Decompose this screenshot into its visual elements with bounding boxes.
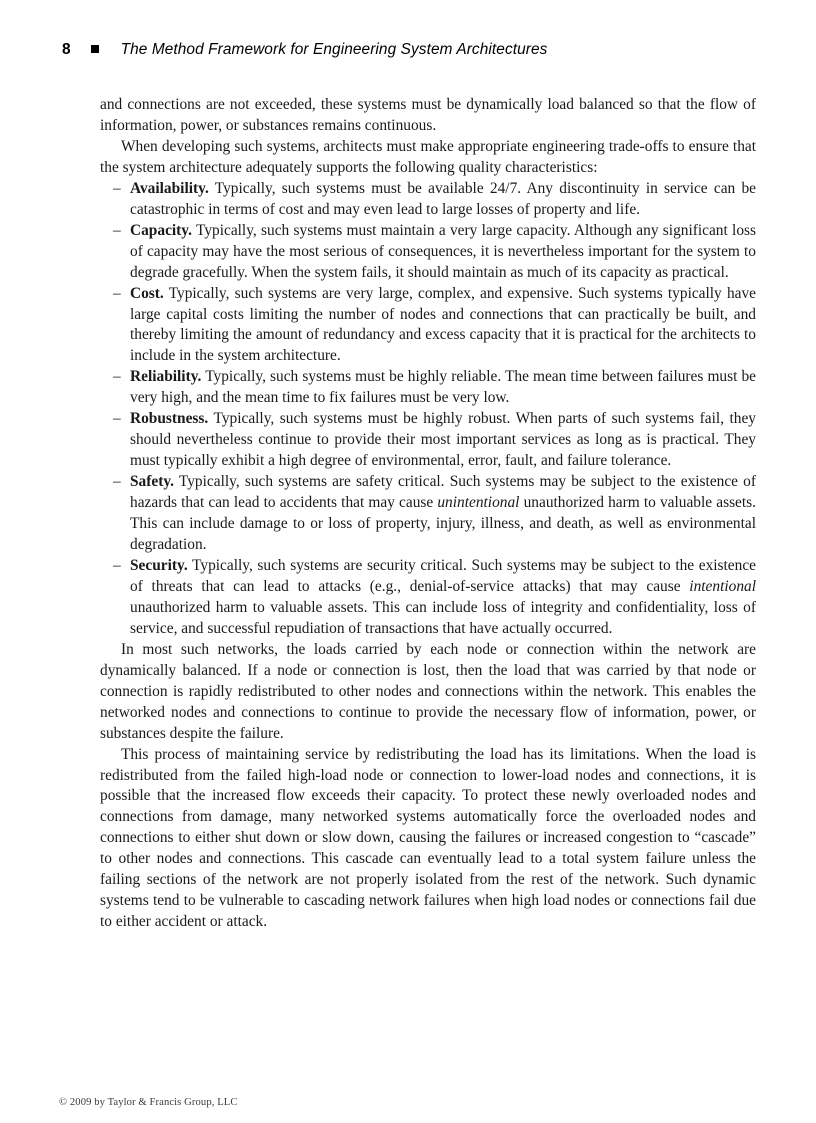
list-item-term: Security.: [130, 556, 188, 574]
list-item-text: Typically, such systems must be available 24/7. Any discontinuity in service can be catastrophic in terms of cost and may even lead to large losses of property and life.: [130, 179, 756, 218]
bullet-dash-icon: –: [113, 368, 121, 386]
bullet-dash-icon: –: [113, 410, 121, 428]
list-item: [100, 556, 756, 640]
copyright-footer: © 2009 by Taylor & Francis Group, LLC: [59, 1097, 238, 1108]
page-text-block: [100, 95, 756, 933]
bullet-dash-icon: –: [113, 179, 121, 197]
list-item-text-cont: unauthorized harm to valuable assets. This can include damage to or loss of property, injury, illness, and death, as well as environmental degradation.: [130, 494, 756, 554]
running-head-title: The Method Framework for Engineering System Architectures: [120, 41, 548, 58]
list-item-term: Capacity.: [130, 221, 192, 239]
list-item-term: Availability.: [130, 179, 209, 197]
bullet-dash-icon: –: [113, 473, 121, 491]
list-item-text: Typically, such systems must maintain a very large capacity. Although any significant loss of capacity may have the most serious of consequences, it is nevertheless important for the system to degrade gracefully. When the system fails, it should maintain as much of its capacity as practical.: [130, 221, 756, 281]
list-item: [100, 221, 756, 284]
list-item-text: Typically, such systems must be highly robust. When parts of such systems fail, they should nevertheless continue to provide their most important services as long as is practical. They must typically exhibit a high degree of environmental, error, fault, and failure tolerance.: [130, 410, 756, 470]
list-item-emphasis: unintentional: [437, 494, 520, 512]
list-item: [100, 472, 756, 556]
quality-characteristics-list: [100, 179, 756, 640]
list-item-text: Typically, such systems are security critical. Such systems may be subject to the existence of threats that can lead to attacks (e.g., denial-of-service attacks) that may cause: [130, 556, 756, 595]
paragraph-intro: When developing such systems, architects must make appropriate engineering trade-offs to ensure that the system architecture adequately supports the following quality characteristics:: [100, 137, 756, 176]
paragraph-networks: In most such networks, the loads carried by each node or connection within the network are dynamically balanced. If a node or connection is lost, then the load that was carried by that node or connection is rapidly redistributed to other nodes and connections within the network. This enables the networked nodes and connections to continue to provide the necessary flow of information, power, or substances despite the failure.: [100, 640, 756, 742]
list-item-term: Cost.: [130, 284, 164, 302]
paragraph-cascade: This process of maintaining service by redistributing the load has its limitations. When the load is redistributed from the failed high-load node or connection to lower-load nodes and connections, it is possible that the increased flow exceeds their capacity. To protect these newly overloaded nodes and connections from damage, many networked systems automatically force the overloaded nodes and connections to either shut down or slow down, causing the failures or increased congestion to “cascade” to other nodes and connections. This cascade can eventually lead to a total system failure unless the failing sections of the network are not properly isolated from the rest of the network. Such dynamic systems tend to be vulnerable to cascading network failures when high load nodes or connections fail due to either accident or attack.: [100, 745, 756, 931]
list-item-term: Reliability.: [130, 368, 202, 386]
list-item-term: Safety.: [130, 473, 175, 491]
list-item-text: Typically, such systems must be highly reliable. The mean time between failures must be very high, and the mean time to fix failures must be very low.: [130, 368, 756, 407]
running-head: [62, 41, 754, 59]
list-item-term: Robustness.: [130, 410, 209, 428]
page-number: 8: [62, 41, 71, 58]
list-item-text: Typically, such systems are very large, complex, and expensive. Such systems typically have large capital costs limiting the number of nodes and connections that can practically be built, and thereby limiting the amount of redundancy and excess capacity that it is practical for the architects to include in the system architecture.: [130, 284, 756, 365]
list-item: [100, 409, 756, 472]
list-item: [100, 367, 756, 409]
list-item-emphasis: intentional: [689, 577, 756, 595]
bullet-dash-icon: –: [113, 556, 121, 574]
bullet-dash-icon: –: [113, 221, 121, 239]
list-item: [100, 284, 756, 368]
bullet-dash-icon: –: [113, 284, 121, 302]
list-item: [100, 179, 756, 221]
paragraph-continued: and connections are not exceeded, these systems must be dynamically load balanced so that the flow of information, power, or substances remains continuous.: [100, 96, 756, 134]
list-item-text: Typically, such systems are safety critical. Such systems may be subject to the existence of hazards that can lead to accidents that may cause: [130, 473, 756, 512]
list-item-text-cont: unauthorized harm to valuable assets. This can include loss of integrity and confidentiality, loss of service, and successful repudiation of transactions that have actually occurred.: [130, 598, 756, 637]
filled-square-icon: [91, 45, 99, 53]
